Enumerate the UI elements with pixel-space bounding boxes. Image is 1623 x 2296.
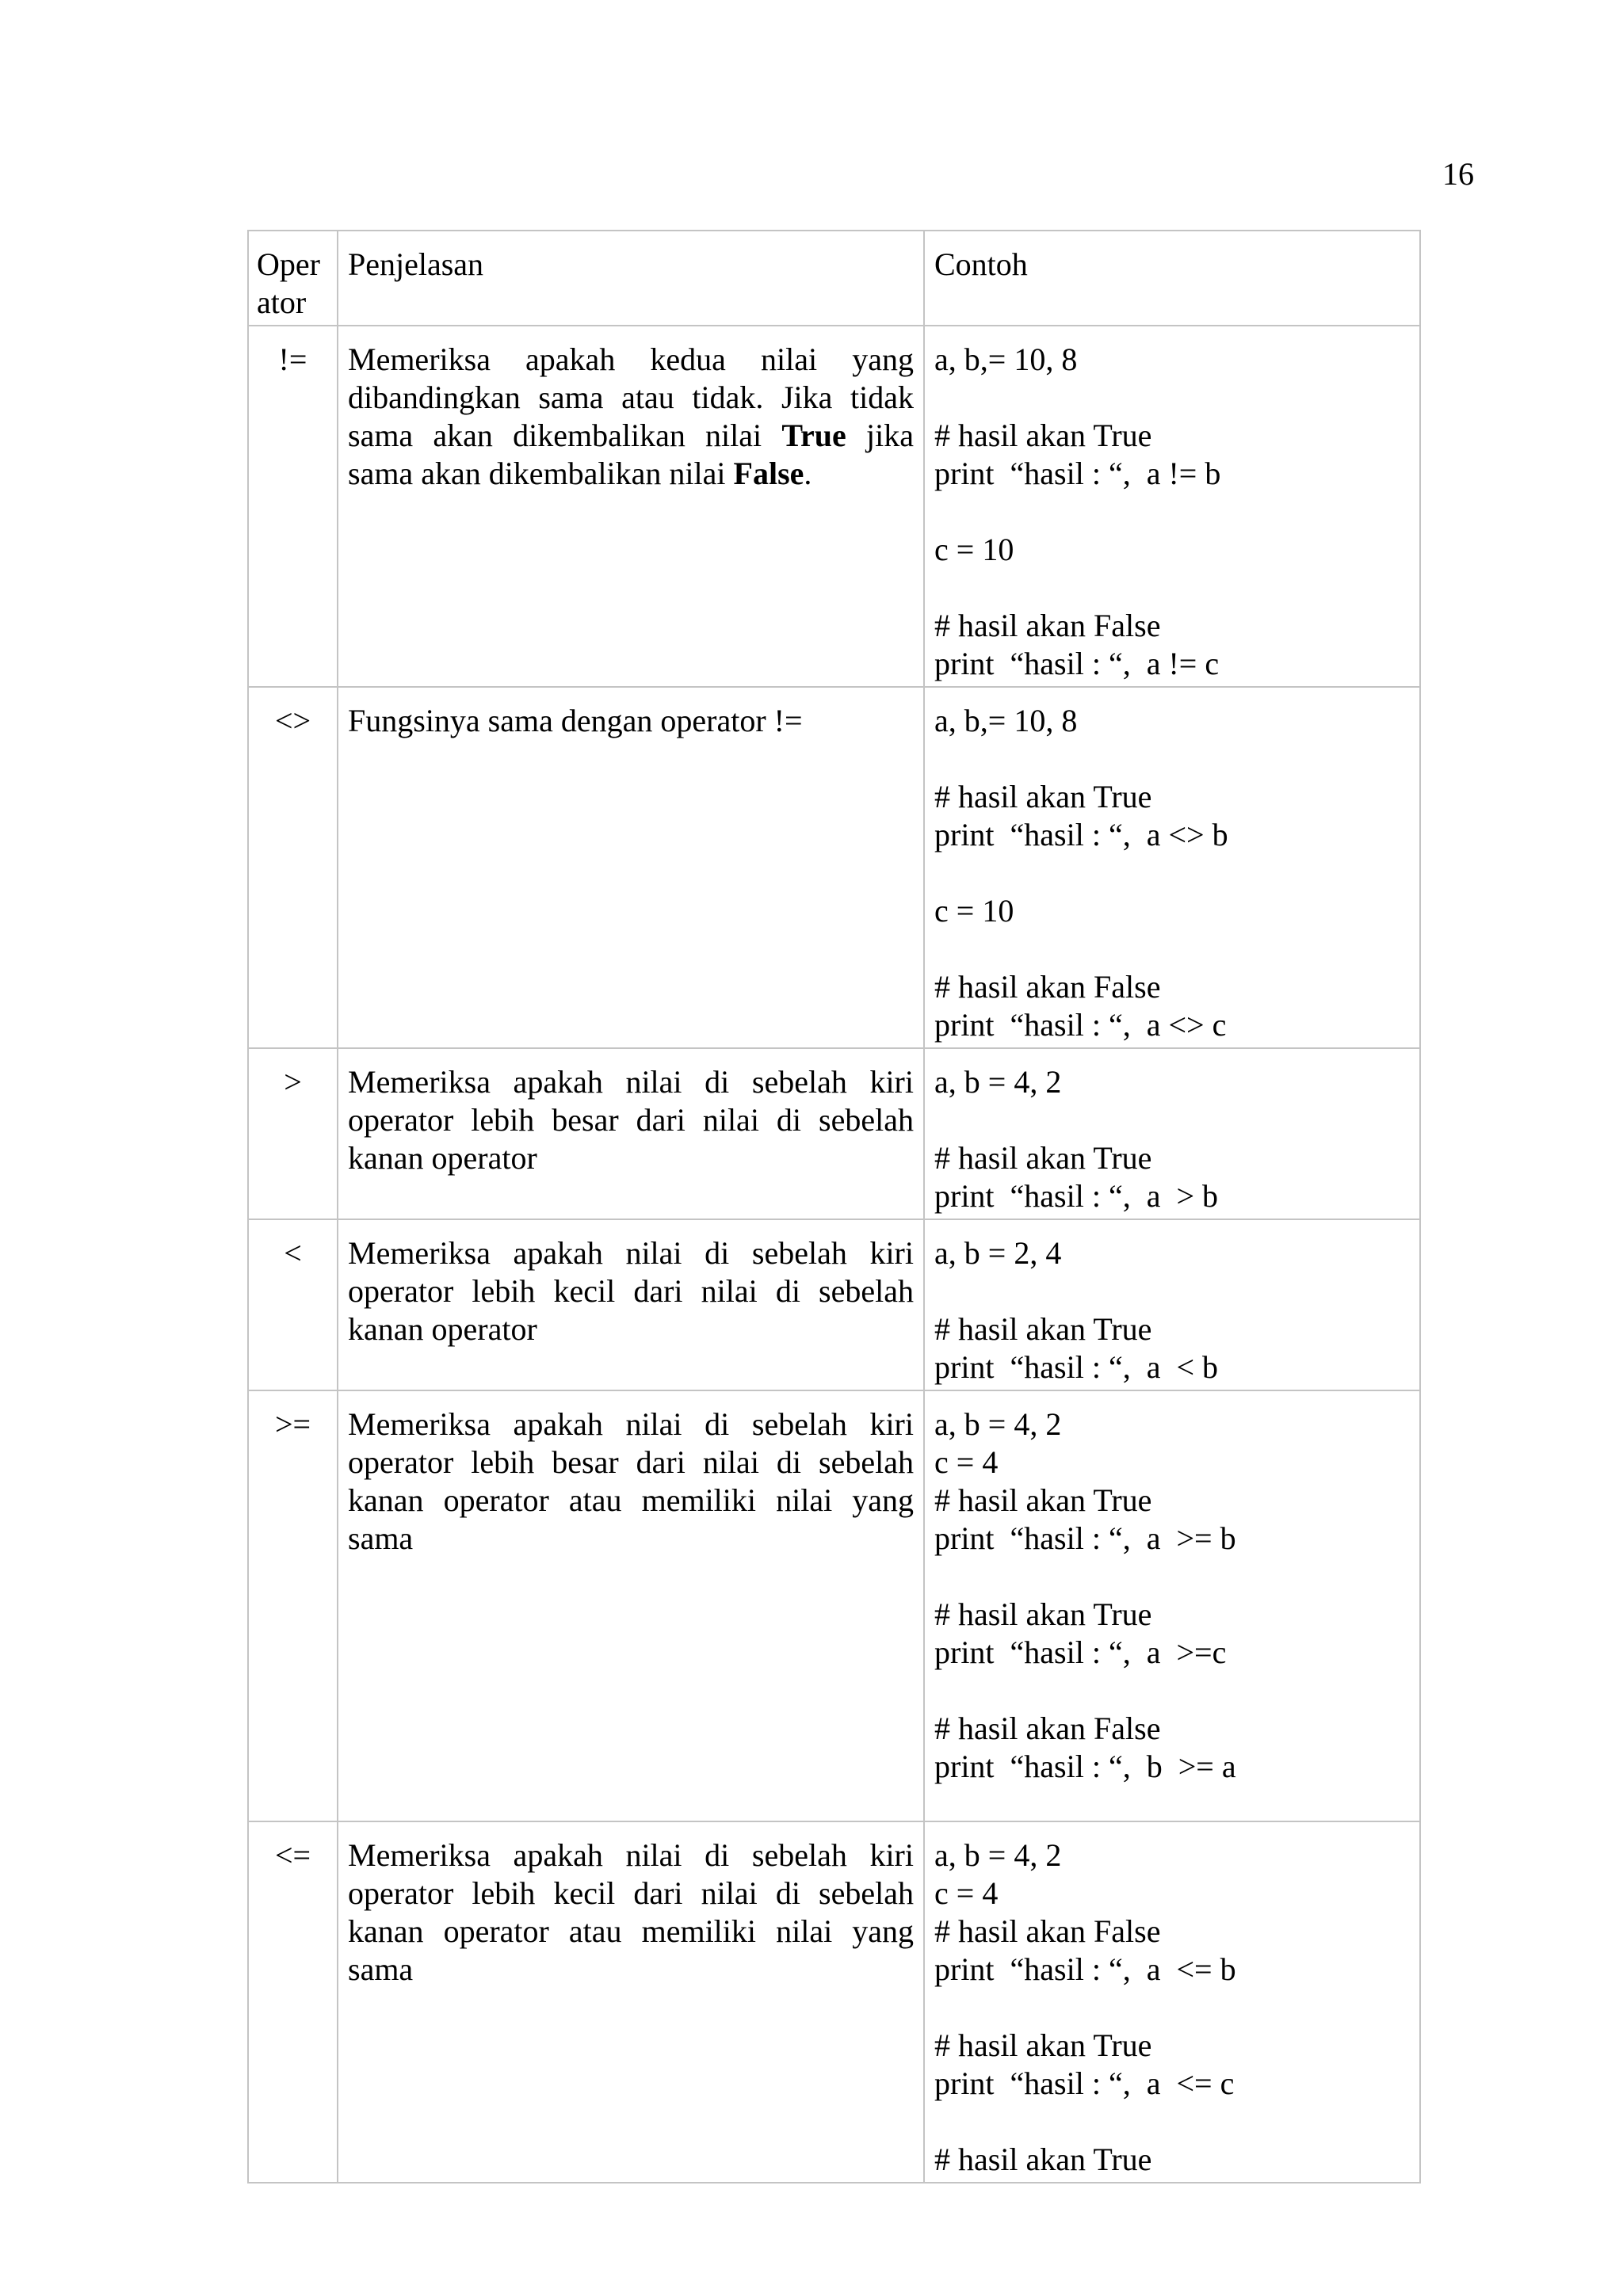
bold-keyword: False bbox=[733, 456, 804, 491]
description-text bbox=[348, 1405, 914, 1558]
blank-line bbox=[934, 2103, 1410, 2141]
description-run: . bbox=[804, 456, 812, 491]
example-line: c = 4 bbox=[934, 1444, 999, 1480]
example-line: a, b = 4, 2 bbox=[934, 1406, 1062, 1442]
operator-cell: > bbox=[248, 1048, 338, 1219]
bold-keyword: True bbox=[781, 418, 846, 453]
description-run: Fungsinya sama dengan operator != bbox=[348, 703, 803, 738]
description-text bbox=[348, 1234, 914, 1348]
description-run: jika sama akan dikembalikan nilai bbox=[348, 418, 914, 491]
example-line: # hasil akan True bbox=[934, 1482, 1152, 1518]
description-cell bbox=[338, 1219, 924, 1390]
example-line: c = 10 bbox=[934, 893, 1014, 929]
operator-cell: >= bbox=[248, 1390, 338, 1821]
description-cell bbox=[338, 1390, 924, 1821]
blank-line bbox=[934, 1989, 1410, 2027]
operator-cell: < bbox=[248, 1219, 338, 1390]
example-line: # hasil akan True bbox=[934, 1311, 1152, 1347]
example-line: print “hasil : “, a < b bbox=[934, 1349, 1219, 1385]
blank-line bbox=[934, 1672, 1410, 1710]
example-line: a, b = 2, 4 bbox=[934, 1235, 1062, 1271]
example-line: print “hasil : “, b >= a bbox=[934, 1749, 1236, 1784]
table-row bbox=[248, 1219, 1420, 1390]
table-row bbox=[248, 1390, 1420, 1821]
blank-line bbox=[934, 379, 1410, 417]
example-line: # hasil akan True bbox=[934, 1596, 1152, 1632]
example-line: print “hasil : “, a <> b bbox=[934, 817, 1228, 852]
example-line: # hasil akan True bbox=[934, 779, 1152, 814]
blank-line bbox=[934, 740, 1410, 778]
example-line: # hasil akan True bbox=[934, 1140, 1152, 1176]
operator-cell: <> bbox=[248, 687, 338, 1048]
description-cell bbox=[338, 687, 924, 1048]
description-run: Memeriksa apakah nilai di sebelah kiri operator lebih kecil dari nilai di sebelah kanan operator atau memiliki nilai yang sama bbox=[348, 1837, 914, 1987]
example-cell bbox=[924, 687, 1420, 1048]
description-text bbox=[348, 1063, 914, 1177]
example-line: # hasil akan True bbox=[934, 418, 1152, 453]
example-line: print “hasil : “, a <= b bbox=[934, 1951, 1236, 1987]
blank-line bbox=[934, 1272, 1410, 1310]
example-cell bbox=[924, 326, 1420, 687]
description-run: Memeriksa apakah nilai di sebelah kiri operator lebih besar dari nilai di sebelah kanan operator bbox=[348, 1064, 914, 1176]
blank-line bbox=[934, 1558, 1410, 1596]
example-cell bbox=[924, 1390, 1420, 1821]
example-line: # hasil akan True bbox=[934, 2142, 1152, 2177]
table-row bbox=[248, 687, 1420, 1048]
table-row bbox=[248, 1821, 1420, 2183]
example-cell bbox=[924, 1048, 1420, 1219]
example-line: c = 4 bbox=[934, 1875, 999, 1911]
example-line: print “hasil : “, a >= b bbox=[934, 1520, 1236, 1556]
example-line: # hasil akan False bbox=[934, 1711, 1161, 1746]
table-header-row bbox=[248, 231, 1420, 326]
header-example: Contoh bbox=[924, 231, 1420, 326]
example-line: print “hasil : “, a != c bbox=[934, 646, 1220, 681]
example-line: a, b = 4, 2 bbox=[934, 1837, 1062, 1873]
description-cell bbox=[338, 326, 924, 687]
example-line: c = 10 bbox=[934, 532, 1014, 567]
blank-line bbox=[934, 569, 1410, 607]
description-text bbox=[348, 702, 914, 740]
example-line: # hasil akan True bbox=[934, 2027, 1152, 2063]
description-text bbox=[348, 341, 914, 493]
header-description: Penjelasan bbox=[338, 231, 924, 326]
operator-cell: != bbox=[248, 326, 338, 687]
example-line: a, b,= 10, 8 bbox=[934, 341, 1078, 377]
example-line: # hasil akan False bbox=[934, 969, 1161, 1005]
example-line: print “hasil : “, a > b bbox=[934, 1178, 1219, 1214]
table-row bbox=[248, 326, 1420, 687]
description-run: Memeriksa apakah kedua nilai yang dibandingkan sama atau tidak. Jika tidak sama akan dikembalikan nilai bbox=[348, 341, 914, 453]
example-line: # hasil akan False bbox=[934, 608, 1161, 643]
operator-cell: <= bbox=[248, 1821, 338, 2183]
table-row bbox=[248, 1048, 1420, 1219]
example-line: print “hasil : “, a != b bbox=[934, 456, 1221, 491]
description-text bbox=[348, 1836, 914, 1989]
example-line: print “hasil : “, a <= c bbox=[934, 2065, 1235, 2101]
example-line: print “hasil : “, a <> c bbox=[934, 1007, 1227, 1043]
blank-line bbox=[934, 854, 1410, 892]
example-line: a, b,= 10, 8 bbox=[934, 703, 1078, 738]
example-line: # hasil akan False bbox=[934, 1913, 1161, 1949]
description-run: Memeriksa apakah nilai di sebelah kiri operator lebih kecil dari nilai di sebelah kanan operator bbox=[348, 1235, 914, 1347]
example-line: a, b = 4, 2 bbox=[934, 1064, 1062, 1100]
example-cell bbox=[924, 1821, 1420, 2183]
example-cell bbox=[924, 1219, 1420, 1390]
blank-line bbox=[934, 493, 1410, 531]
page-number: 16 bbox=[1442, 156, 1474, 192]
description-cell bbox=[338, 1821, 924, 2183]
comparison-operators-table bbox=[247, 230, 1421, 2183]
description-cell bbox=[338, 1048, 924, 1219]
blank-line bbox=[934, 1101, 1410, 1139]
description-run: Memeriksa apakah nilai di sebelah kiri operator lebih besar dari nilai di sebelah kanan operator atau memiliki nilai yang sama bbox=[348, 1406, 914, 1556]
example-line: print “hasil : “, a >=c bbox=[934, 1634, 1227, 1670]
header-operator: Oper ator bbox=[248, 231, 338, 326]
blank-line bbox=[934, 930, 1410, 968]
